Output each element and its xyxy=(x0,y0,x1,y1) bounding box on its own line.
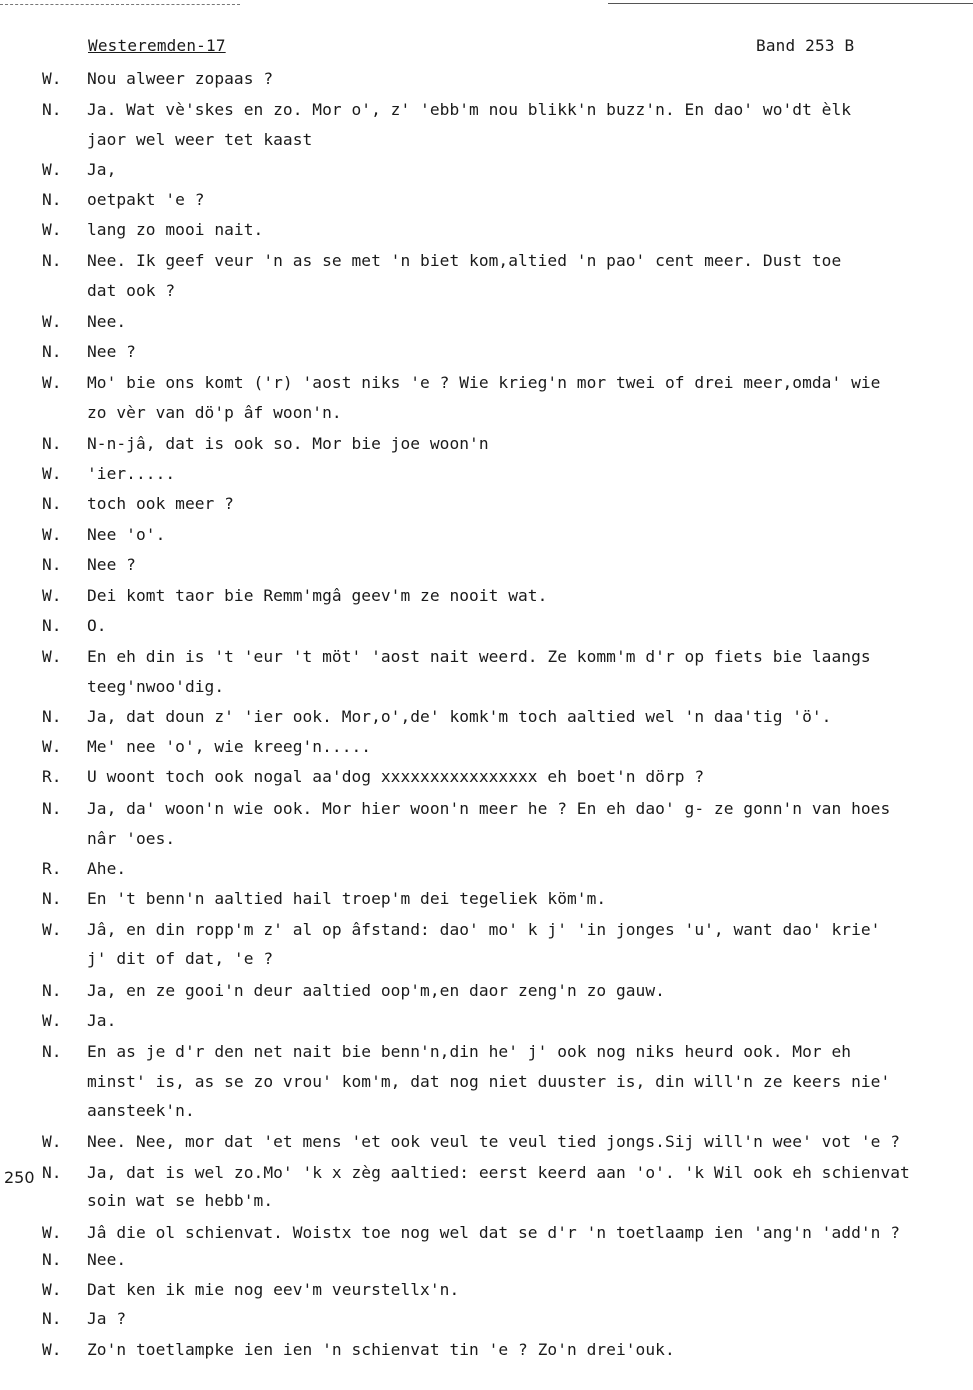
transcript-line xyxy=(0,552,973,578)
speaker-label: W. xyxy=(42,160,62,179)
line-text: Dat ken ik mie nog eev'm veurstellx'n. xyxy=(87,1280,460,1299)
line-text: Nee. Nee, mor dat 'et mens 'et ook veul te veul tied jongs.Sij will'n wee' vot 'e ? xyxy=(87,1132,901,1151)
speaker-label: N. xyxy=(42,1042,62,1061)
speaker-label: W. xyxy=(42,647,62,666)
transcript-line xyxy=(0,522,973,548)
line-text: toch ook meer ? xyxy=(87,494,234,513)
transcript-line xyxy=(0,946,973,972)
line-text: aansteek'n. xyxy=(87,1101,195,1120)
speaker-label: W. xyxy=(42,1340,62,1359)
transcript-line xyxy=(0,1306,973,1332)
transcript-line xyxy=(0,613,973,639)
transcript-line xyxy=(0,278,973,304)
line-text: dat ook ? xyxy=(87,281,176,300)
line-text: zo vèr van dö'p âf woon'n. xyxy=(87,403,342,422)
line-text: Ja, en ze gooi'n deur aaltied oop'm,en daor zeng'n zo gauw. xyxy=(87,981,665,1000)
speaker-label: W. xyxy=(42,1011,62,1030)
speaker-label: W. xyxy=(42,220,62,239)
line-text: lang zo mooi nait. xyxy=(87,220,264,239)
transcript-line xyxy=(0,157,973,183)
speaker-label: W. xyxy=(42,373,62,392)
line-text: j' dit of dat, 'e ? xyxy=(87,949,274,968)
transcript-line xyxy=(0,917,973,943)
line-text: Nee. xyxy=(87,312,127,331)
line-text: Mo' bie ons komt ('r) 'aost niks 'e ? Wie krieg'n mor twei of drei meer,omda' wie xyxy=(87,373,881,392)
line-text: Ja ? xyxy=(87,1309,127,1328)
transcript-line xyxy=(0,187,973,213)
speaker-label: W. xyxy=(42,737,62,756)
line-text: Ja, dat doun z' 'ier ook. Mor,o',de' komk'm toch aaltied wel 'n daa'tig 'ö'. xyxy=(87,707,832,726)
speaker-label: N. xyxy=(42,1309,62,1328)
speaker-label: W. xyxy=(42,525,62,544)
top-rule-left xyxy=(0,4,240,5)
speaker-label: N. xyxy=(42,251,62,270)
speaker-label: N. xyxy=(42,799,62,818)
band-label: Band 253 B xyxy=(756,36,855,55)
speaker-label: R. xyxy=(42,767,62,786)
transcript-line xyxy=(0,764,973,790)
transcript-line xyxy=(0,461,973,487)
transcript-line xyxy=(0,856,973,882)
transcript-line xyxy=(0,1277,973,1303)
transcript-line xyxy=(0,1247,973,1273)
transcript-line xyxy=(0,978,973,1004)
line-text: En eh din is 't 'eur 't möt' 'aost nait weerd. Ze komm'm d'r op fiets bie laangs xyxy=(87,647,871,666)
line-text: O. xyxy=(87,616,107,635)
line-text: Ja. Wat vè'skes en zo. Mor o', z' 'ebb'm nou blikk'n buzz'n. En dao' wo'dt èlk xyxy=(87,100,852,119)
line-text: U woont toch ook nogal aa'dog xxxxxxxxxxxxxxxx eh boet'n dörp ? xyxy=(87,767,705,786)
speaker-label: N. xyxy=(42,981,62,1000)
line-text: Jâ, en din ropp'm z' al op âfstand: dao' mo' k j' 'in jonges 'u', want dao' krie' xyxy=(87,920,881,939)
line-text: Nee ? xyxy=(87,342,136,361)
line-text: Ahe. xyxy=(87,859,127,878)
transcript-line xyxy=(0,734,973,760)
speaker-label: W. xyxy=(42,1223,62,1242)
line-text: Zo'n toetlampke ien ien 'n schienvat tin 'e ? Zo'n drei'ouk. xyxy=(87,1340,675,1359)
line-text: Ja, dat is wel zo.Mo' 'k x zèg aaltied: eerst keerd aan 'o'. 'k Wil ook eh schienvat xyxy=(87,1163,910,1182)
speaker-label: N. xyxy=(42,1163,62,1182)
transcript-line xyxy=(0,1129,973,1155)
speaker-label: W. xyxy=(42,69,62,88)
transcript-line xyxy=(0,1098,973,1124)
transcript-line xyxy=(0,127,973,153)
line-text: Nee 'o'. xyxy=(87,525,166,544)
speaker-label: N. xyxy=(42,616,62,635)
line-text: minst' is, as se zo vrou' kom'm, dat nog niet duuster is, din will'n ze keers nie' xyxy=(87,1072,891,1091)
line-text: En as je d'r den net nait bie benn'n,din he' j' ook nog niks heurd ook. Mor eh xyxy=(87,1042,852,1061)
transcript-line xyxy=(0,217,973,243)
transcript-line xyxy=(0,370,973,396)
transcript-line xyxy=(0,309,973,335)
top-rule-right xyxy=(608,3,973,4)
speaker-label: N. xyxy=(42,889,62,908)
transcript-line xyxy=(0,66,973,92)
transcript-line xyxy=(0,1220,973,1246)
transcript-line xyxy=(0,704,973,730)
line-text: Nee. xyxy=(87,1250,127,1269)
line-text: soin wat se hebb'm. xyxy=(87,1191,274,1210)
speaker-label: W. xyxy=(42,1132,62,1151)
transcript-line xyxy=(0,1008,973,1034)
document-title: Westeremden-17 xyxy=(88,36,226,55)
transcript-line xyxy=(0,644,973,670)
line-text: oetpakt 'e ? xyxy=(87,190,205,209)
speaker-label: N. xyxy=(42,494,62,513)
line-text: Nee. Ik geef veur 'n as se met 'n biet kom,altied 'n pao' cent meer. Dust toe xyxy=(87,251,842,270)
transcript-line xyxy=(0,491,973,517)
transcript-line xyxy=(0,674,973,700)
margin-page-number: 250 xyxy=(4,1168,35,1187)
transcript-line xyxy=(0,339,973,365)
line-text: Nee ? xyxy=(87,555,136,574)
speaker-label: W. xyxy=(42,464,62,483)
speaker-label: N. xyxy=(42,342,62,361)
transcript-line xyxy=(0,826,973,852)
speaker-label: N. xyxy=(42,1250,62,1269)
speaker-label: N. xyxy=(42,434,62,453)
line-text: Me' nee 'o', wie kreeg'n..... xyxy=(87,737,372,756)
transcript-line xyxy=(0,248,973,274)
speaker-label: N. xyxy=(42,707,62,726)
line-text: Nou alweer zopaas ? xyxy=(87,69,274,88)
transcript-line xyxy=(0,1337,973,1363)
line-text: jaor wel weer tet kaast xyxy=(87,130,313,149)
transcript-line xyxy=(0,97,973,123)
transcript-line xyxy=(0,1069,973,1095)
transcript-line xyxy=(0,886,973,912)
speaker-label: N. xyxy=(42,100,62,119)
line-text: Jâ die ol schienvat. Woistx toe nog wel dat se d'r 'n toetlaamp ien 'ang'n 'add'n ? xyxy=(87,1223,901,1242)
speaker-label: N. xyxy=(42,555,62,574)
speaker-label: W. xyxy=(42,586,62,605)
speaker-label: R. xyxy=(42,859,62,878)
speaker-label: N. xyxy=(42,190,62,209)
transcript-line xyxy=(0,796,973,822)
speaker-label: W. xyxy=(42,1280,62,1299)
line-text: Ja. xyxy=(87,1011,117,1030)
transcript-line xyxy=(0,583,973,609)
line-text: Dei komt taor bie Remm'mgâ geev'm ze nooit wat. xyxy=(87,586,548,605)
line-text: N-n-jâ, dat is ook so. Mor bie joe woon'n xyxy=(87,434,489,453)
line-text: En 't benn'n aaltied hail troep'm dei tegeliek köm'm. xyxy=(87,889,607,908)
transcript-line xyxy=(0,400,973,426)
transcript-line xyxy=(0,1039,973,1065)
line-text: teeg'nwoo'dig. xyxy=(87,677,225,696)
transcript-line xyxy=(0,1160,973,1186)
line-text: Ja, da' woon'n wie ook. Mor hier woon'n meer he ? En eh dao' g- ze gonn'n van hoes xyxy=(87,799,891,818)
speaker-label: W. xyxy=(42,312,62,331)
speaker-label: W. xyxy=(42,920,62,939)
line-text: Ja, xyxy=(87,160,117,179)
line-text: 'ier..... xyxy=(87,464,176,483)
line-text: nâr 'oes. xyxy=(87,829,176,848)
transcript-line xyxy=(0,1188,973,1214)
transcript-line xyxy=(0,431,973,457)
